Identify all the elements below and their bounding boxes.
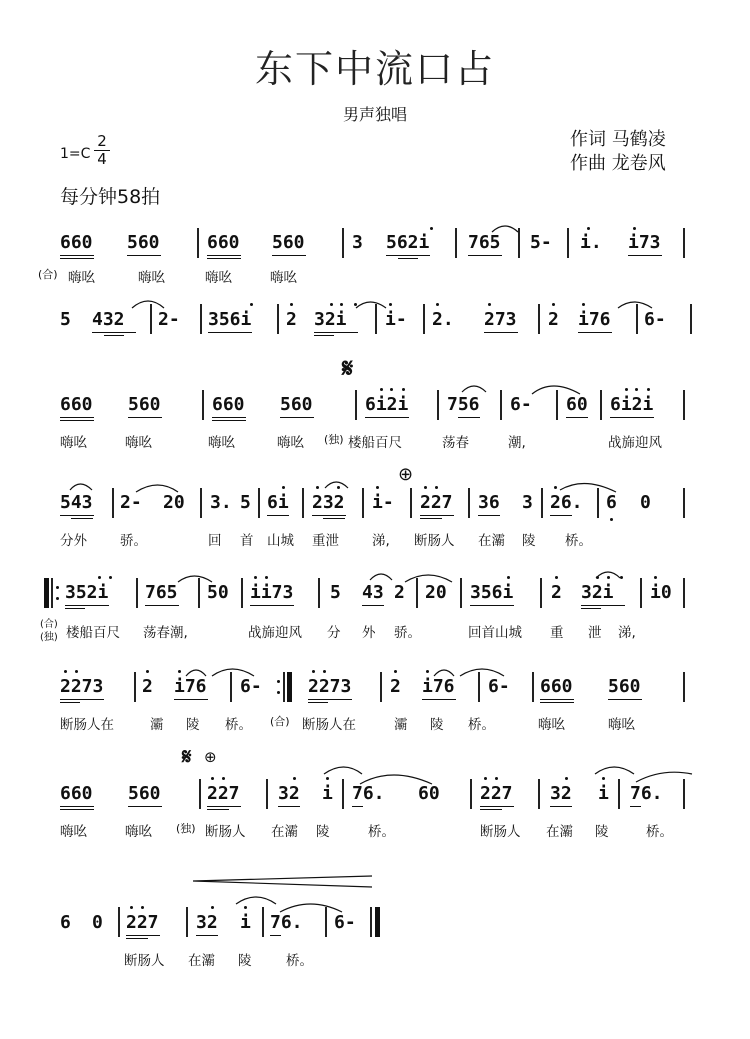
- note-group: 76.: [270, 912, 303, 933]
- voice-mark: (合): [270, 715, 290, 728]
- lyric: 嗨吆: [125, 435, 152, 451]
- note-group: 32i: [314, 309, 347, 330]
- slur: [636, 772, 692, 782]
- lyric: 潮,: [508, 435, 526, 451]
- lyric: 首: [240, 533, 254, 549]
- lyric: 荡春: [442, 435, 469, 451]
- note-group: 0: [640, 492, 651, 513]
- note-group: 2-: [158, 309, 180, 330]
- lyric: 陵: [186, 717, 200, 733]
- note-group: 660: [60, 783, 93, 804]
- slur: [356, 302, 386, 308]
- slur: [136, 485, 178, 492]
- slur: [70, 484, 92, 490]
- note-group: 60: [418, 783, 440, 804]
- slur: [178, 576, 212, 582]
- note-group: 2273: [60, 676, 104, 697]
- slur: [532, 386, 580, 394]
- note-group: 562i: [386, 232, 430, 253]
- lyric: 桥。: [565, 533, 592, 549]
- lyric: 在灞: [546, 824, 573, 840]
- note-group: 660: [540, 676, 573, 697]
- score-title: 东下中流口占: [254, 47, 495, 91]
- voice-mark: (独): [176, 822, 196, 835]
- lyric: 断肠人在: [302, 717, 356, 733]
- lyric: 嗨吆: [138, 270, 165, 286]
- lyric: 陵: [595, 824, 609, 840]
- lyric: 山城: [267, 533, 294, 549]
- note-group: ii73: [250, 582, 294, 603]
- coda-sign: ⊕: [204, 748, 217, 766]
- note-group: 76.: [630, 783, 663, 804]
- lyric: 荡春潮,: [143, 625, 188, 641]
- lyric: 桥。: [468, 717, 495, 733]
- slur: [618, 302, 652, 308]
- lyric: 骄。: [120, 533, 147, 549]
- note-group: 5: [240, 492, 251, 513]
- note-group: 352i: [65, 582, 109, 603]
- note-group: i-: [372, 492, 394, 513]
- note-group: 273: [484, 309, 517, 330]
- lyric: 断肠人: [480, 824, 521, 840]
- lyric: 在灞: [478, 533, 505, 549]
- lyricist-credit: 作词 马鹤凌: [570, 129, 666, 150]
- note-group: 76.: [352, 783, 385, 804]
- coda-sign: ⊕: [398, 464, 414, 485]
- note-group: 560: [128, 394, 161, 415]
- lyric: 断肠人: [124, 953, 165, 969]
- note-group: 660: [60, 232, 93, 253]
- voice-mark: (独): [324, 433, 344, 446]
- note-group: 26.: [550, 492, 583, 513]
- voice-mark: (合): [40, 619, 58, 630]
- note-group: 227: [480, 783, 513, 804]
- lyric: 重泄: [312, 533, 339, 549]
- note-group: i76: [578, 309, 611, 330]
- lyric: 嗨吆: [277, 435, 304, 451]
- slur: [236, 897, 276, 904]
- note-group: 5: [60, 309, 71, 330]
- note-group: 2: [390, 676, 401, 697]
- voice-mark: (合): [38, 268, 58, 281]
- note-group: 560: [608, 676, 641, 697]
- tempo-marking: 每分钟58拍: [60, 186, 161, 208]
- lyric: 泄: [588, 625, 602, 641]
- slur: [325, 482, 348, 488]
- lyric: 外: [362, 625, 376, 641]
- note-group: i76: [174, 676, 207, 697]
- lyric: 骄。: [394, 625, 421, 641]
- slur: [324, 767, 362, 774]
- slur: [596, 572, 620, 578]
- note-group: 660: [212, 394, 245, 415]
- lyric: 在灞: [271, 824, 298, 840]
- note-group: 6: [606, 492, 617, 513]
- note-group: 560: [280, 394, 313, 415]
- note-group: 0: [92, 912, 103, 933]
- note-group: 6-: [240, 676, 262, 697]
- note-group: 3: [522, 492, 533, 513]
- note-group: 660: [207, 232, 240, 253]
- slur: [186, 670, 206, 676]
- note-group: i: [322, 783, 333, 804]
- lyric: 桥。: [646, 824, 673, 840]
- note-group: i: [240, 912, 251, 933]
- note-group: 6-: [334, 912, 356, 933]
- note-group: 227: [207, 783, 240, 804]
- note-group: 765: [468, 232, 501, 253]
- note-group: 560: [128, 783, 161, 804]
- slur: [462, 386, 486, 392]
- lyric: 嗨吆: [205, 270, 232, 286]
- slur: [460, 669, 504, 676]
- note-group: 356i: [208, 309, 252, 330]
- note-group: 20: [163, 492, 185, 513]
- lyric: 嗨吆: [270, 270, 297, 286]
- note-group: 50: [207, 582, 229, 603]
- lyric: 在灞: [188, 953, 215, 969]
- voice-mark: (独): [40, 632, 58, 643]
- composer-credit: 作曲 龙卷风: [570, 153, 666, 174]
- lyric: 涕,: [372, 533, 390, 549]
- note-group: 356i: [470, 582, 514, 603]
- decrescendo-hairpin: [193, 876, 372, 887]
- note-group: 2: [394, 582, 405, 603]
- slur: [434, 670, 454, 676]
- lyric: 分外: [60, 533, 87, 549]
- slur: [560, 483, 616, 492]
- note-group: i76: [422, 676, 455, 697]
- note-group: 6: [60, 912, 71, 933]
- lyric: 嗨吆: [125, 824, 152, 840]
- lyric: 嗨吆: [608, 717, 635, 733]
- note-group: 36: [478, 492, 500, 513]
- note-group: 3.: [210, 492, 232, 513]
- note-group: 2: [551, 582, 562, 603]
- segno-sign: 𝄋: [182, 744, 192, 770]
- lyric: 断肠人: [205, 824, 246, 840]
- lyric: 桥。: [225, 717, 252, 733]
- key-signature: 1=C: [60, 146, 91, 162]
- note-group: i73: [628, 232, 661, 253]
- note-group: 560: [272, 232, 305, 253]
- note-group: 6-: [644, 309, 666, 330]
- note-group: 6i: [267, 492, 289, 513]
- slur: [405, 575, 452, 582]
- lyric: 陵: [238, 953, 252, 969]
- lyric: 断肠人: [414, 533, 455, 549]
- lyric: 桥。: [286, 953, 313, 969]
- note-group: 432: [92, 309, 125, 330]
- lyric: 陵: [522, 533, 536, 549]
- lyric: 嗨吆: [60, 435, 87, 451]
- note-group: 2273: [308, 676, 352, 697]
- note-group: 232: [312, 492, 345, 513]
- lyric: 楼船百尺: [348, 435, 402, 451]
- lyric: 嗨吆: [208, 435, 235, 451]
- slur: [360, 775, 432, 784]
- note-group: 6-: [510, 394, 532, 415]
- segno-sign: 𝄋: [342, 354, 354, 384]
- note-group: 543: [60, 492, 93, 513]
- slur: [132, 301, 164, 308]
- note-group: 2: [286, 309, 297, 330]
- note-group: i-: [385, 309, 407, 330]
- slur: [280, 904, 342, 912]
- note-group: 5-: [530, 232, 552, 253]
- note-group: 32: [550, 783, 572, 804]
- note-group: 560: [127, 232, 160, 253]
- score-subtitle: 男声独唱: [342, 105, 407, 124]
- lyric: 灞: [150, 717, 164, 733]
- note-group: 756: [447, 394, 480, 415]
- note-group: 32i: [581, 582, 614, 603]
- note-group: 2: [548, 309, 559, 330]
- lyric: 分: [327, 625, 341, 641]
- note-group: 32: [278, 783, 300, 804]
- note-group: 20: [425, 582, 447, 603]
- note-group: i.: [580, 232, 602, 253]
- lyric: 陵: [316, 824, 330, 840]
- lyric: 楼船百尺: [66, 625, 120, 641]
- lyric: 断肠人在: [60, 717, 114, 733]
- note-group: 2: [142, 676, 153, 697]
- note-group: 660: [60, 394, 93, 415]
- note-group: 43: [362, 582, 384, 603]
- lyric: 嗨吆: [68, 270, 95, 286]
- lyric: 战旆迎风: [248, 625, 302, 641]
- lyric: 嗨吆: [538, 717, 565, 733]
- note-group: 2.: [432, 309, 454, 330]
- lyric: 回首山城: [468, 625, 522, 641]
- slur: [212, 669, 254, 676]
- lyric: 重: [550, 625, 564, 641]
- lyric: 战旆迎风: [608, 435, 662, 451]
- lyric: 涕,: [618, 625, 636, 641]
- note-group: 2-: [120, 492, 142, 513]
- slur: [370, 574, 392, 580]
- note-group: 3: [352, 232, 363, 253]
- note-group: 5: [330, 582, 341, 603]
- note-group: 6-: [488, 676, 510, 697]
- note-group: i0: [650, 582, 672, 603]
- lyric: 陵: [430, 717, 444, 733]
- note-group: 32: [196, 912, 218, 933]
- note-group: 765: [145, 582, 178, 603]
- lyric: 回: [208, 533, 222, 549]
- note-group: 6i2i: [365, 394, 409, 415]
- note-group: 6i2i: [610, 394, 654, 415]
- lyric: 嗨吆: [60, 824, 87, 840]
- lyric: 灞: [394, 717, 408, 733]
- slur: [595, 767, 634, 774]
- note-group: 60: [566, 394, 588, 415]
- note-group: 227: [126, 912, 159, 933]
- lyric: 桥。: [368, 824, 395, 840]
- note-group: i: [598, 783, 609, 804]
- note-group: 227: [420, 492, 453, 513]
- slur: [492, 226, 518, 232]
- time-signature-bottom: 4: [94, 150, 110, 168]
- time-signature-top: 2: [97, 132, 107, 150]
